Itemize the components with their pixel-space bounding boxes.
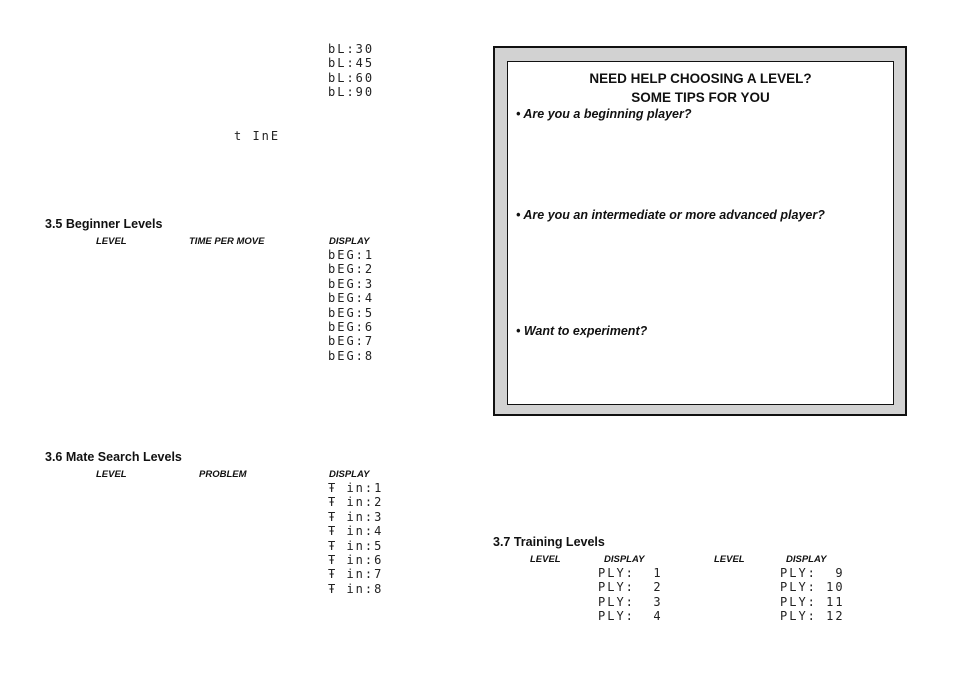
lcd-display: PLY: 1 [598,565,663,581]
strength-display-list [328,42,374,100]
tips-title-line1: NEED HELP CHOOSING A LEVEL? [589,71,812,86]
time-display: t InE [234,128,281,144]
lcd-display: Ŧ in:7 [328,567,384,582]
lcd-display: PLY: 9 [780,565,845,581]
beginner-time-header: TIME PER MOVE [189,236,265,247]
lcd-display: Ŧ in:1 [328,480,384,496]
beginner-display-header: DISPLAY [329,236,370,247]
lcd-display: bEG:2 [328,262,375,277]
training-display-list-1 [598,566,663,624]
lcd-display: bEG:7 [328,334,375,349]
lcd-display: Ŧ in:6 [328,552,384,568]
tip-advanced: • Are you an intermediate or more advanced player? [516,208,825,222]
mate-display-list [328,481,383,596]
lcd-display: PLY: 2 [598,580,663,595]
lcd-display: bEG:5 [328,305,375,320]
lcd-display: bEG:8 [328,348,375,364]
tips-box-inner [507,61,894,405]
beginner-level-header: LEVEL [96,236,127,247]
beginner-display-list [328,248,374,363]
tips-box [493,46,907,416]
lcd-display: bL:60 [328,70,375,86]
mate-search-levels-title: 3.6 Mate Search Levels [45,450,182,464]
lcd-display: bEG:4 [328,290,375,306]
tip-beginner: • Are you a beginning player? [516,107,692,121]
lcd-display: PLY: 11 [780,594,845,610]
lcd-display: Ŧ in:2 [328,495,384,510]
training-level-header-2: LEVEL [714,554,745,565]
lcd-display: bL:45 [328,56,375,71]
lcd-display: PLY: 3 [598,594,663,610]
lcd-display: Ŧ in:3 [328,509,384,525]
training-level-header-1: LEVEL [530,554,561,565]
training-display-list-2 [780,566,845,624]
mate-level-header: LEVEL [96,469,127,480]
lcd-display: bEG:1 [328,247,375,263]
tip-experiment: • Want to experiment? [516,324,648,338]
mate-display-header: DISPLAY [329,469,370,480]
beginner-levels-title: 3.5 Beginner Levels [45,217,163,231]
lcd-display: Ŧ in:8 [328,581,384,597]
tips-title-line2: SOME TIPS FOR YOU [631,90,770,105]
training-levels-title: 3.7 Training Levels [493,535,605,549]
training-display-header-1: DISPLAY [604,554,645,565]
lcd-display: Ŧ in:4 [328,523,384,539]
lcd-display: bL:90 [328,84,375,100]
lcd-display: PLY: 10 [780,580,845,595]
training-display-header-2: DISPLAY [786,554,827,565]
lcd-display: bL:30 [328,41,375,57]
lcd-display: bEG:3 [328,276,375,292]
mate-problem-header: PROBLEM [199,469,247,480]
lcd-display: bEG:6 [328,319,375,335]
lcd-display: Ŧ in:5 [328,538,384,553]
lcd-display: PLY: 12 [780,608,845,624]
lcd-display: PLY: 4 [598,608,663,624]
